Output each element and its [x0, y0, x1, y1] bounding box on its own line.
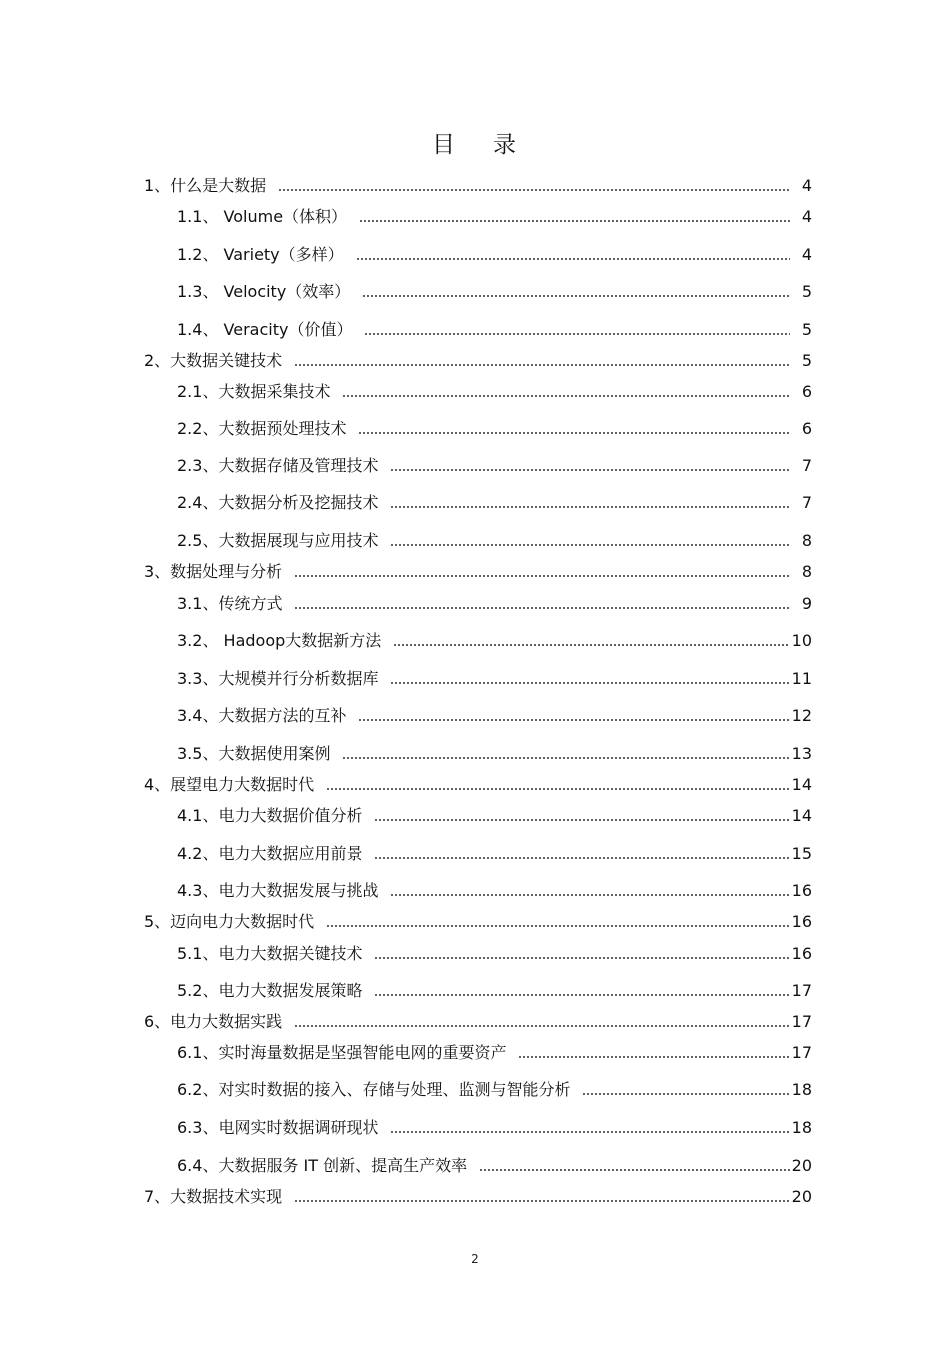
- toc-entry[interactable]: [177, 840, 812, 864]
- toc-entry-label: 4、展望电力大数据时代: [144, 775, 315, 794]
- toc-entry[interactable]: [177, 740, 812, 764]
- toc-entry[interactable]: [177, 877, 812, 901]
- toc-entry-page: 20: [791, 1187, 812, 1206]
- toc-entry-page: 17: [791, 1012, 812, 1031]
- toc-entry-page: 14: [791, 775, 812, 794]
- toc-entry-label: 6.2、对实时数据的接入、存储与处理、监测与智能分析: [177, 1080, 571, 1099]
- toc-dot-leader: [278, 188, 790, 192]
- toc-entry[interactable]: [144, 347, 812, 371]
- toc-entry[interactable]: [144, 558, 812, 582]
- toc-entry[interactable]: [144, 771, 812, 795]
- toc-entry[interactable]: [177, 452, 812, 476]
- toc-entry-page: 8: [801, 562, 812, 581]
- toc-dot-leader: [518, 1055, 790, 1059]
- toc-entry-label: 5、迈向电力大数据时代: [144, 912, 315, 931]
- toc-entry-page: 10: [791, 631, 812, 650]
- toc-dot-leader: [294, 1024, 790, 1028]
- toc-dot-leader: [364, 332, 790, 336]
- toc-entry-label: 3、数据处理与分析: [144, 562, 283, 581]
- toc-dot-leader: [342, 756, 790, 760]
- toc-dot-leader: [390, 681, 790, 685]
- toc-dot-leader: [390, 893, 790, 897]
- toc-dot-leader: [294, 606, 790, 610]
- toc-entry-label: 3.4、大数据方法的互补: [177, 706, 347, 725]
- toc-dot-leader: [326, 787, 790, 791]
- toc-dot-leader: [294, 574, 790, 578]
- toc-entry-label: 2.3、大数据存储及管理技术: [177, 456, 379, 475]
- toc-dot-leader: [390, 468, 790, 472]
- toc-entry[interactable]: [177, 1114, 812, 1138]
- toc-entry-label: 4.1、电力大数据价值分析: [177, 806, 363, 825]
- toc-entry-label: 6.4、大数据服务 IT 创新、提高生产效率: [177, 1156, 468, 1175]
- toc-entry-page: 7: [801, 493, 812, 512]
- toc-entry[interactable]: [177, 489, 812, 513]
- toc-entry-label: 3.1、传统方式: [177, 594, 283, 613]
- toc-entry-page: 20: [791, 1156, 812, 1175]
- toc-entry[interactable]: [177, 278, 812, 302]
- toc-entry-label: 4.3、电力大数据发展与挑战: [177, 881, 379, 900]
- toc-entry[interactable]: [177, 378, 812, 402]
- toc-entry-label: 2.4、大数据分析及挖掘技术: [177, 493, 379, 512]
- toc-entry-page: 7: [801, 456, 812, 475]
- toc-entry[interactable]: [177, 802, 812, 826]
- toc-entry-page: 9: [801, 594, 812, 613]
- page-number: 2: [471, 1252, 479, 1266]
- toc-entry[interactable]: [177, 316, 812, 340]
- toc-entry-label: 6.1、实时海量数据是坚强智能电网的重要资产: [177, 1043, 507, 1062]
- toc-dot-leader: [358, 431, 790, 435]
- toc-title: 目录: [432, 132, 554, 158]
- toc-entry-page: 11: [791, 669, 812, 688]
- toc-entry[interactable]: [177, 1076, 812, 1100]
- toc-dot-leader: [390, 1130, 790, 1134]
- toc-dot-leader: [342, 394, 790, 398]
- toc-entry-page: 4: [801, 176, 812, 195]
- toc-entry[interactable]: [177, 203, 812, 227]
- toc-entry[interactable]: [177, 241, 812, 265]
- toc-entry-page: 6: [801, 382, 812, 401]
- toc-entry[interactable]: [177, 940, 812, 964]
- toc-entry-label: 1、什么是大数据: [144, 176, 267, 195]
- toc-dot-leader: [374, 818, 790, 822]
- toc-entry[interactable]: [177, 665, 812, 689]
- toc-entry[interactable]: [177, 627, 812, 651]
- toc-entry-label: 2、大数据关键技术: [144, 351, 283, 370]
- toc-entry-page: 17: [791, 981, 812, 1000]
- toc-dot-leader: [582, 1092, 790, 1096]
- toc-entry-label: 1.1、 Volume（体积）: [177, 207, 348, 226]
- toc-entry[interactable]: [144, 1183, 812, 1207]
- toc-entry-page: 8: [801, 531, 812, 550]
- toc-entry[interactable]: [177, 527, 812, 551]
- toc-entry[interactable]: [144, 908, 812, 932]
- toc-entry-page: 12: [791, 706, 812, 725]
- toc-entry-page: 16: [791, 944, 812, 963]
- toc-entry-page: 15: [791, 844, 812, 863]
- toc-dot-leader: [390, 505, 790, 509]
- toc-dot-leader: [359, 219, 790, 223]
- toc-entry-label: 4.2、电力大数据应用前景: [177, 844, 363, 863]
- toc-entry-label: 1.3、 Velocity（效率）: [177, 282, 351, 301]
- toc-entry-page: 6: [801, 419, 812, 438]
- toc-dot-leader: [374, 993, 790, 997]
- toc-entry-label: 2.5、大数据展现与应用技术: [177, 531, 379, 550]
- toc-dot-leader: [393, 643, 790, 647]
- toc-entry[interactable]: [177, 977, 812, 1001]
- toc-dot-leader: [358, 718, 790, 722]
- toc-dot-leader: [362, 294, 790, 298]
- toc-entry-label: 5.2、电力大数据发展策略: [177, 981, 363, 1000]
- toc-entry[interactable]: [177, 415, 812, 439]
- toc-entry-label: 3.2、 Hadoop大数据新方法: [177, 631, 382, 650]
- toc-entry-label: 1.4、 Veracity（价值）: [177, 320, 353, 339]
- toc-dot-leader: [390, 543, 790, 547]
- toc-entry-page: 5: [801, 320, 812, 339]
- toc-entry-label: 2.1、大数据采集技术: [177, 382, 331, 401]
- toc-entry-page: 4: [801, 245, 812, 264]
- toc-entry-label: 5.1、电力大数据关键技术: [177, 944, 363, 963]
- toc-entry-label: 3.5、大数据使用案例: [177, 744, 331, 763]
- toc-entry-label: 1.2、 Variety（多样）: [177, 245, 344, 264]
- toc-entry-page: 16: [791, 881, 812, 900]
- toc-entry[interactable]: [177, 1152, 812, 1176]
- toc-dot-leader: [294, 363, 790, 367]
- toc-entry-page: 17: [791, 1043, 812, 1062]
- toc-entry-label: 2.2、大数据预处理技术: [177, 419, 347, 438]
- toc-entry-page: 18: [791, 1080, 812, 1099]
- toc-dot-leader: [374, 856, 790, 860]
- toc-entry-page: 4: [801, 207, 812, 226]
- toc-entry-label: 6、电力大数据实践: [144, 1012, 283, 1031]
- toc-entry-page: 16: [791, 912, 812, 931]
- toc-dot-leader: [479, 1168, 790, 1172]
- toc-dot-leader: [374, 956, 790, 960]
- toc-dot-leader: [356, 257, 790, 261]
- toc-entry[interactable]: [177, 1039, 812, 1063]
- toc-entry-label: 7、大数据技术实现: [144, 1187, 283, 1206]
- toc-entry[interactable]: [177, 702, 812, 726]
- toc-entry[interactable]: [177, 590, 812, 614]
- toc-entry-page: 18: [791, 1118, 812, 1137]
- toc-entry-page: 5: [801, 282, 812, 301]
- toc-entry-page: 14: [791, 806, 812, 825]
- toc-entry-label: 6.3、电网实时数据调研现状: [177, 1118, 379, 1137]
- toc-dot-leader: [294, 1199, 790, 1203]
- toc-dot-leader: [326, 924, 790, 928]
- toc-entry-page: 13: [791, 744, 812, 763]
- toc-entry-label: 3.3、大规模并行分析数据库: [177, 669, 379, 688]
- toc-entry[interactable]: [144, 172, 812, 196]
- toc-entry[interactable]: [144, 1008, 812, 1032]
- toc-entry-page: 5: [801, 351, 812, 370]
